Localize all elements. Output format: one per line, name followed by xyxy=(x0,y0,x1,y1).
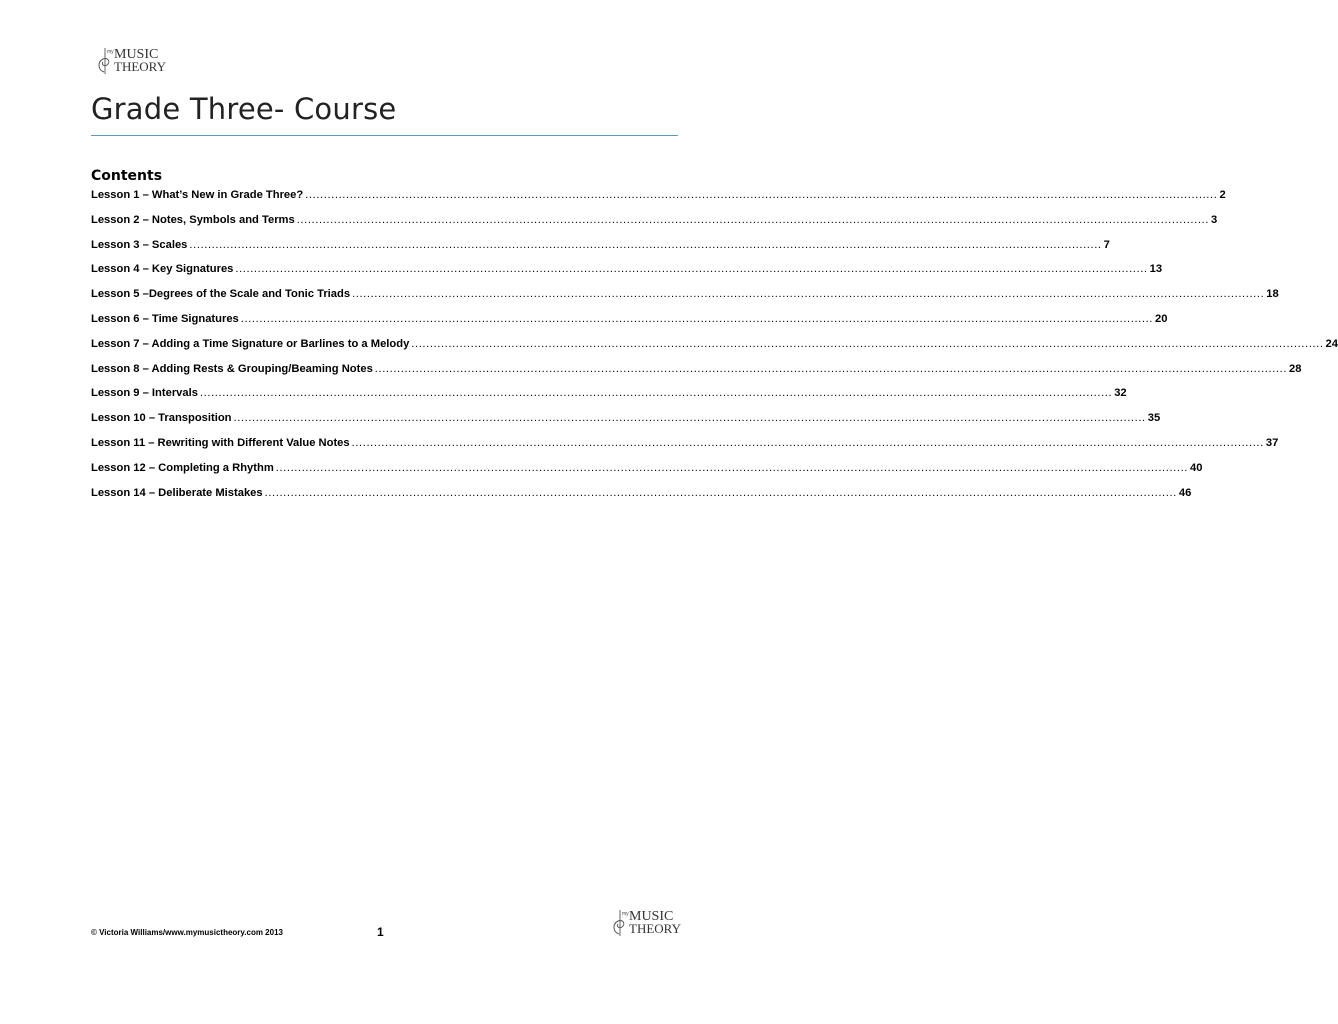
toc-page-number: 37 xyxy=(1265,436,1279,449)
toc-entry-lesson-3[interactable] xyxy=(91,238,1110,264)
toc-leader-dots xyxy=(200,387,1112,399)
footer-copyright: © Victoria Williams/www.mymusictheory.com 2013 xyxy=(91,928,283,937)
footer-page-number: 1 xyxy=(377,925,384,939)
title-divider xyxy=(91,135,678,136)
toc-leader-dots xyxy=(375,363,1287,375)
toc-label: Lesson 8 – Adding Rests & Grouping/Beaming Notes xyxy=(91,362,373,375)
toc-page-number: 18 xyxy=(1266,288,1279,301)
toc-leader-dots xyxy=(265,487,1177,499)
toc-leader-dots xyxy=(305,189,1217,201)
toc-page-number: 13 xyxy=(1149,263,1163,276)
svg-text:my: my xyxy=(107,49,114,55)
toc-label: Lesson 1 – What’s New in Grade Three? xyxy=(91,189,304,201)
toc-leader-dots xyxy=(297,214,1209,226)
toc-leader-dots xyxy=(411,338,1323,350)
toc-entry-lesson-5[interactable] xyxy=(91,288,1279,313)
toc-page-number: 32 xyxy=(1114,387,1127,400)
contents-heading: Contents xyxy=(91,168,163,184)
page-title: Grade Three- Course xyxy=(91,92,397,126)
svg-text:THEORY: THEORY xyxy=(114,59,166,74)
toc-entry-lesson-14[interactable] xyxy=(91,486,1192,512)
toc-label: Lesson 6 – Time Signatures xyxy=(91,312,239,325)
toc-label: Lesson 14 – Deliberate Mistakes xyxy=(91,486,263,499)
table-of-contents xyxy=(91,189,1338,511)
svg-text:THEORY: THEORY xyxy=(629,921,681,936)
toc-leader-dots xyxy=(352,288,1264,300)
mymusictheory-footer-logo-icon xyxy=(609,904,681,938)
toc-leader-dots xyxy=(241,313,1153,325)
toc-entry-lesson-7[interactable] xyxy=(91,337,1338,363)
toc-entry-lesson-8[interactable] xyxy=(91,362,1302,388)
toc-page-number: 35 xyxy=(1147,412,1161,425)
toc-page-number: 28 xyxy=(1289,362,1302,375)
toc-entry-lesson-9[interactable] xyxy=(91,387,1127,412)
svg-text:MUSIC: MUSIC xyxy=(114,47,159,62)
toc-label: Lesson 9 – Intervals xyxy=(91,387,198,400)
toc-label: Lesson 10 – Transposition xyxy=(91,412,232,425)
toc-leader-dots xyxy=(352,437,1264,449)
toc-entry-lesson-11[interactable] xyxy=(91,436,1279,462)
toc-label: Lesson 7 – Adding a Time Signature or Barlines to a Melody xyxy=(91,337,410,350)
toc-leader-dots xyxy=(189,239,1101,251)
toc-page-number: 20 xyxy=(1155,312,1168,325)
toc-page-number: 46 xyxy=(1178,486,1192,499)
toc-label: Lesson 2 – Notes, Symbols and Terms xyxy=(91,213,295,226)
toc-label: Lesson 3 – Scales xyxy=(91,238,188,251)
toc-label: Lesson 5 –Degrees of the Scale and Tonic Triads xyxy=(91,288,351,301)
toc-label: Lesson 4 – Key Signatures xyxy=(91,263,234,276)
toc-entry-lesson-2[interactable] xyxy=(91,213,1218,239)
toc-entry-lesson-6[interactable] xyxy=(91,312,1168,338)
toc-page-number: 2 xyxy=(1219,189,1226,201)
toc-page-number: 40 xyxy=(1190,461,1203,474)
toc-page-number: 3 xyxy=(1210,213,1218,226)
toc-page-number: 24 xyxy=(1325,337,1338,350)
toc-leader-dots xyxy=(235,263,1147,275)
svg-text:my: my xyxy=(622,911,629,917)
toc-entry-lesson-10[interactable] xyxy=(91,412,1161,437)
toc-leader-dots xyxy=(276,462,1188,474)
toc-page-number: 7 xyxy=(1103,238,1110,251)
toc-label: Lesson 11 – Rewriting with Different Value Notes xyxy=(91,436,350,449)
toc-leader-dots xyxy=(234,412,1146,424)
svg-text:MUSIC: MUSIC xyxy=(629,909,674,924)
toc-label: Lesson 12 – Completing a Rhythm xyxy=(91,461,274,474)
mymusictheory-logo-icon xyxy=(94,42,166,76)
toc-entry-lesson-4[interactable] xyxy=(91,263,1163,288)
toc-entry-lesson-1[interactable] xyxy=(91,189,1226,214)
toc-entry-lesson-12[interactable] xyxy=(91,461,1203,487)
